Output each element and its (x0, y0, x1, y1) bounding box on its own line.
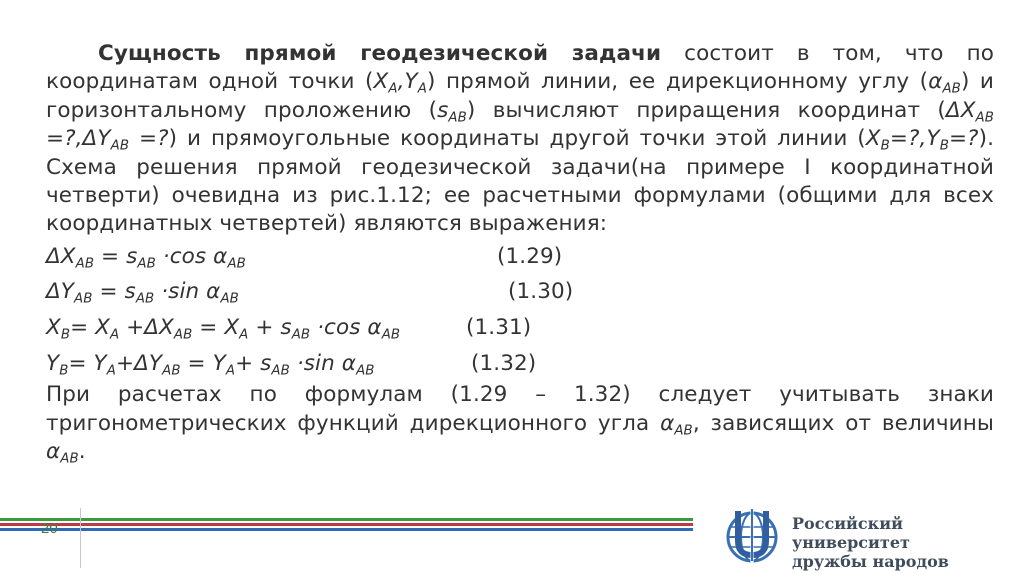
text-fragment: Схема решения прямой геодезической задачи(на примере I координатной четверти) очевидна из рис.1.12; ее расчетными формулами (общими для всех координатных четвертей) являются выражения: (46, 154, 994, 237)
green-stripe (0, 518, 693, 521)
definition-paragraph: Сущность прямой геодезической задачи состоит в том, что по координатам одной точки $(X_A,Y_A)$ прямой линии, ее дирекционному углу $(\alpha_{AB})$ и горизонтальному проложению $(s_{AB})$ вычисляют приращения координат ($\Delta X_{AB}$ $=?,\Delta Y_{AB}$ =?) и прямоугольные координаты другой точки этой линии $(X_B=?,Y_B=?)$. Схема решения прямой геодезической задачи(на примере I координатной четверти) очевидна из рис.1.12; ее расчетными формулами (общими для всех координатных четвертей) являются выражения: (46, 41, 995, 237)
formula-number: (1.31) (466, 315, 532, 341)
formula-number: (1.29) (497, 243, 563, 269)
university-name-line2: дружбы народов (792, 552, 949, 571)
slide-content (46, 40, 994, 466)
text-fragment: При расчетах по формулам (1.29 – 1.32) следует учитывать знаки тригонометрических функций дирекционного угла (46, 382, 994, 436)
university-name-line1: Российский университет (792, 514, 910, 552)
text-fragment: ) прямой линии, ее дирекционному углу ( (427, 69, 929, 95)
blue-stripe (0, 528, 693, 531)
formula-expression: $Y_B= Y_A+\Delta Y_{AB} = Y_A+ s_{AB} \cdot\sin$ $\alpha_{AB}$ (46, 350, 375, 379)
text-fragment: ) и горизонтальному проложению ( (46, 69, 994, 123)
formula-number: (1.32) (471, 350, 537, 376)
university-logo-icon (722, 505, 782, 565)
formula-number: (1.30) (508, 279, 574, 305)
page-number: 20 (41, 520, 58, 537)
bold-intro: Сущность прямой геодезической задачи (98, 41, 662, 66)
formula-expression: $X_B= X_A +\Delta X_{AB} = X_A + s_{AB} \cdot\cos$ $\alpha_{AB}$ (46, 315, 401, 343)
formula-expression: $\Delta X_{AB} = s_{AB} \cdot\cos$ $\alpha_{AB}$ (46, 243, 246, 272)
text-fragment: состоит в том, что по координатам одной точки ( (46, 41, 994, 95)
text-fragment: ) вычисляют приращения координат ( (466, 97, 946, 123)
text-fragment: , зависящих от величины (692, 410, 994, 436)
text-fragment: ) и прямоугольные координаты другой точки этой линии ( (168, 126, 866, 152)
formula-1-29 (46, 239, 994, 275)
formula-expression: $\Delta Y_{AB} = s_{AB} \cdot\sin$ $\alpha_{AB}$ (46, 279, 239, 308)
formula-1-31 (46, 310, 994, 346)
red-stripe (0, 523, 693, 526)
formula-1-30 (46, 274, 994, 310)
footer-divider (80, 508, 81, 568)
university-name (792, 514, 1024, 571)
formula-1-32 (46, 346, 994, 382)
footer-stripes (0, 518, 693, 532)
note-paragraph: При расчетах по формулам (1.29 – 1.32) следует учитывать знаки тригонометрических функций дирекционного угла $\alpha_{AB}$, зависящих от величины $\alpha_{AB}$. (46, 382, 994, 467)
